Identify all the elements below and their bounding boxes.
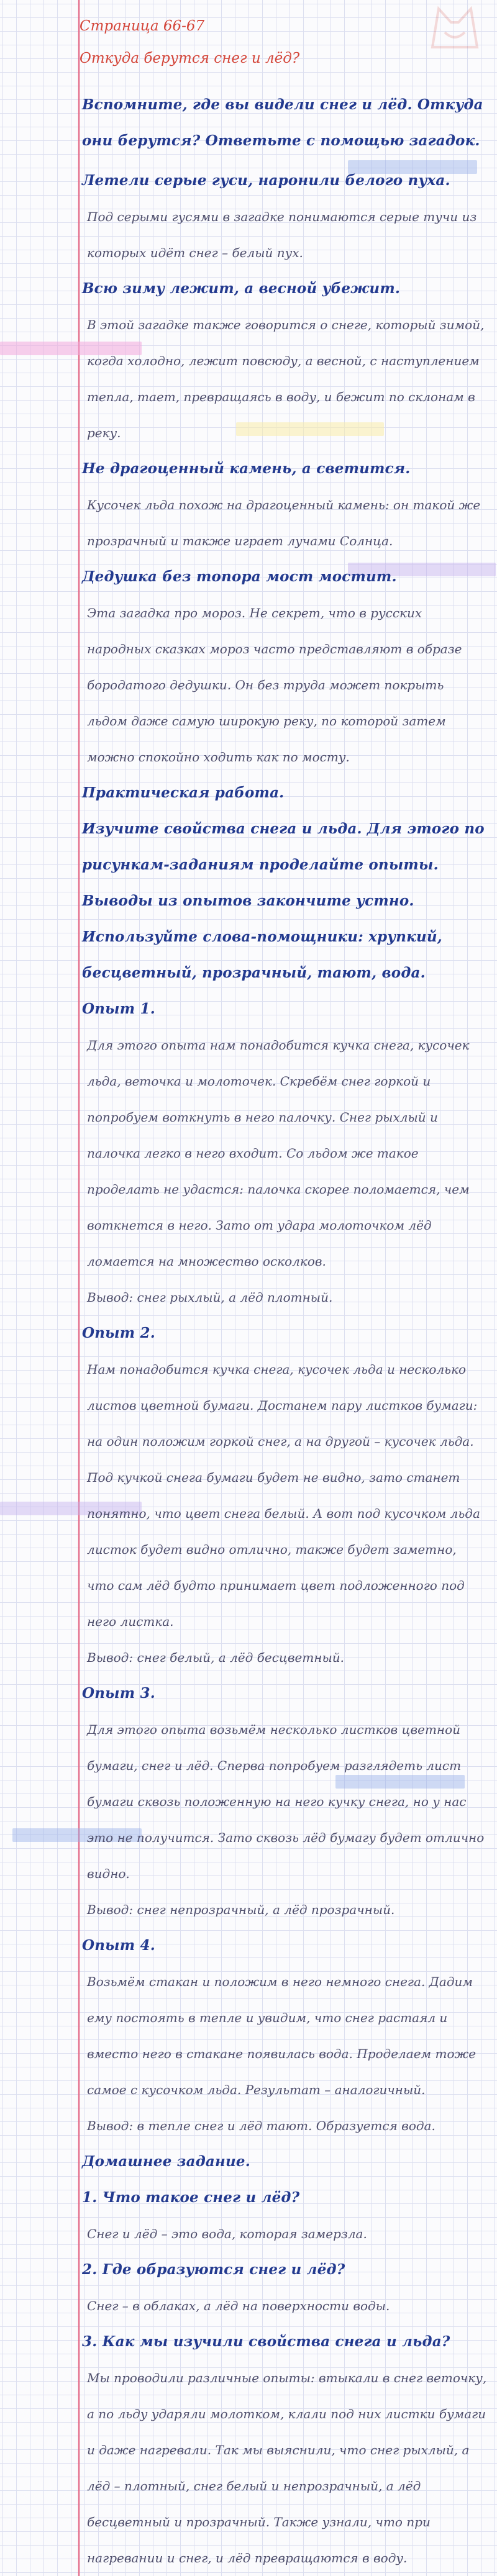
riddle-question: Летели серые гуси, наронили белого пуха. xyxy=(82,172,450,189)
homework-question: 2. Где образуются снег и лёд? xyxy=(82,2261,345,2278)
riddle-answer: Кусочек льда похож на драгоценный камень: он такой же прозрачный и также играет лучами Солнца. xyxy=(87,497,481,548)
content xyxy=(82,87,487,2576)
experiment-conclusion: Вывод: снег белый, а лёд бесцветный. xyxy=(87,1650,345,1665)
homework-answer: Снег и лёд – это вода, которая замерзла. xyxy=(87,2226,367,2241)
intro-question: Вспомните, где вы видели снег и лёд. Откуда они берутся? Ответьте с помощью загадок. xyxy=(82,96,483,149)
experiment-conclusion: Вывод: в тепле снег и лёд тают. Образуется вода. xyxy=(87,2118,435,2133)
homework-answer: Снег – в облаках, а лёд на поверхности воды. xyxy=(87,2298,390,2313)
riddle-1 xyxy=(82,163,487,271)
fox-logo-icon xyxy=(426,4,483,50)
riddle-4 xyxy=(82,559,487,775)
homework-question: 1. Что такое снег и лёд? xyxy=(82,2189,300,2206)
practical-heading: Практическая работа. xyxy=(82,784,285,801)
riddle-3 xyxy=(82,451,487,559)
page-title: Откуда берутся снег и лёд? xyxy=(80,50,300,66)
page-number: Страница 66-67 xyxy=(80,18,205,34)
experiment-text: Для этого опыта нам понадобится кучка снега, кусочек льда, веточка и молоточек. Скребём снег горкой и попробуем воткнуть в него палочку. Снег рыхлый и палочка легко в него входит. Со льдом же такое проделать не удастся: палочка скорее поломается, чем воткнется в него. Зато от удара молоточком лёд ломается на множество осколков. xyxy=(87,1038,470,1269)
experiment-text: Нам понадобится кучка снега, кусочек льда и несколько листов цветной бумаги. Достанем пару листков бумаги: на один положим горкой снег, а на другой – кусочек льда. Под кучкой снега бумаги будет не видно, зато станет понятно, что цвет снега белый. А вот под кусочком льда листок будет видно отлично, также будет заметно, что сам лёд будто принимает цвет подложенного под него листка. xyxy=(87,1362,480,1629)
experiment-conclusion: Вывод: снег непрозрачный, а лёд прозрачный. xyxy=(87,1902,395,1917)
experiment-2 xyxy=(82,1315,487,1676)
riddle-answer: Под серыми гусями в загадке понимаются серые тучи из которых идёт снег – белый пух. xyxy=(87,209,477,260)
intro-block xyxy=(82,87,487,159)
homework-heading: Домашнее задание. xyxy=(82,2153,250,2170)
riddle-question: Всю зиму лежит, а весной убежит. xyxy=(82,280,401,297)
riddle-question: Не драгоценный камень, а светится. xyxy=(82,460,411,477)
experiment-title: Опыт 2. xyxy=(82,1325,155,1341)
experiment-1 xyxy=(82,991,487,1315)
riddle-question: Дедушка без топора мост мостит. xyxy=(82,568,397,585)
practical-work xyxy=(82,775,487,991)
homework xyxy=(82,2144,487,2576)
experiment-title: Опыт 1. xyxy=(82,1000,155,1017)
homework-answer: Мы проводили различные опыты: втыкали в снег веточку, а по льду ударяли молотком, клали под них листки бумаги и даже нагревали. Так мы выяснили, что снег рыхлый, а лёд – плотный, снег белый и непрозрачный, а лёд бесцветный и прозрачный. Также узнали, что при нагревании и снег, и лёд превращаются в воду. xyxy=(87,2370,487,2565)
experiment-4 xyxy=(82,1928,487,2144)
riddle-answer: В этой загадке также говорится о снеге, который зимой, когда холодно, лежит повсюду, а весной, с наступлением тепла, тает, превращаясь в воду, и бежит по склонам в реку. xyxy=(87,317,485,440)
experiment-title: Опыт 4. xyxy=(82,1937,155,1954)
homework-question: 3. Как мы изучили свойства снега и льда? xyxy=(82,2333,450,2350)
experiment-conclusion: Вывод: снег рыхлый, а лёд плотный. xyxy=(87,1290,333,1305)
experiment-text: Для этого опыта возьмём несколько листков цветной бумаги, снег и лёд. Сперва попробуем разглядеть лист бумаги сквозь положенную на него кучку снега, но у нас это не получится. Зато сквозь лёд бумагу будет отлично видно. xyxy=(87,1722,485,1881)
experiment-text: Возьмём стакан и положим в него немного снега. Дадим ему постоять в тепле и увидим, что снег растаял и вместо него в стакане появилась вода. Проделаем тоже самое с кусочком льда. Результат – аналогичный. xyxy=(87,1974,476,2097)
practical-task: Изучите свойства снега и льда. Для этого по рисункам-заданиям проделайте опыты. Выводы из опытов закончите устно. Используйте слова-помощники: хрупкий, бесцветный, прозрачный, тают, вода. xyxy=(82,820,485,981)
page-header xyxy=(80,14,299,71)
riddle-answer: Эта загадка про мороз. Не секрет, что в русских народных сказках мороз часто представляют в образе бородатого дедушки. Он без труда может покрыть льдом даже самую широкую реку, по которой затем можно спокойно ходить как по мосту. xyxy=(87,605,462,764)
experiment-3 xyxy=(82,1676,487,1928)
riddle-2 xyxy=(82,271,487,451)
experiment-title: Опыт 3. xyxy=(82,1685,155,1702)
